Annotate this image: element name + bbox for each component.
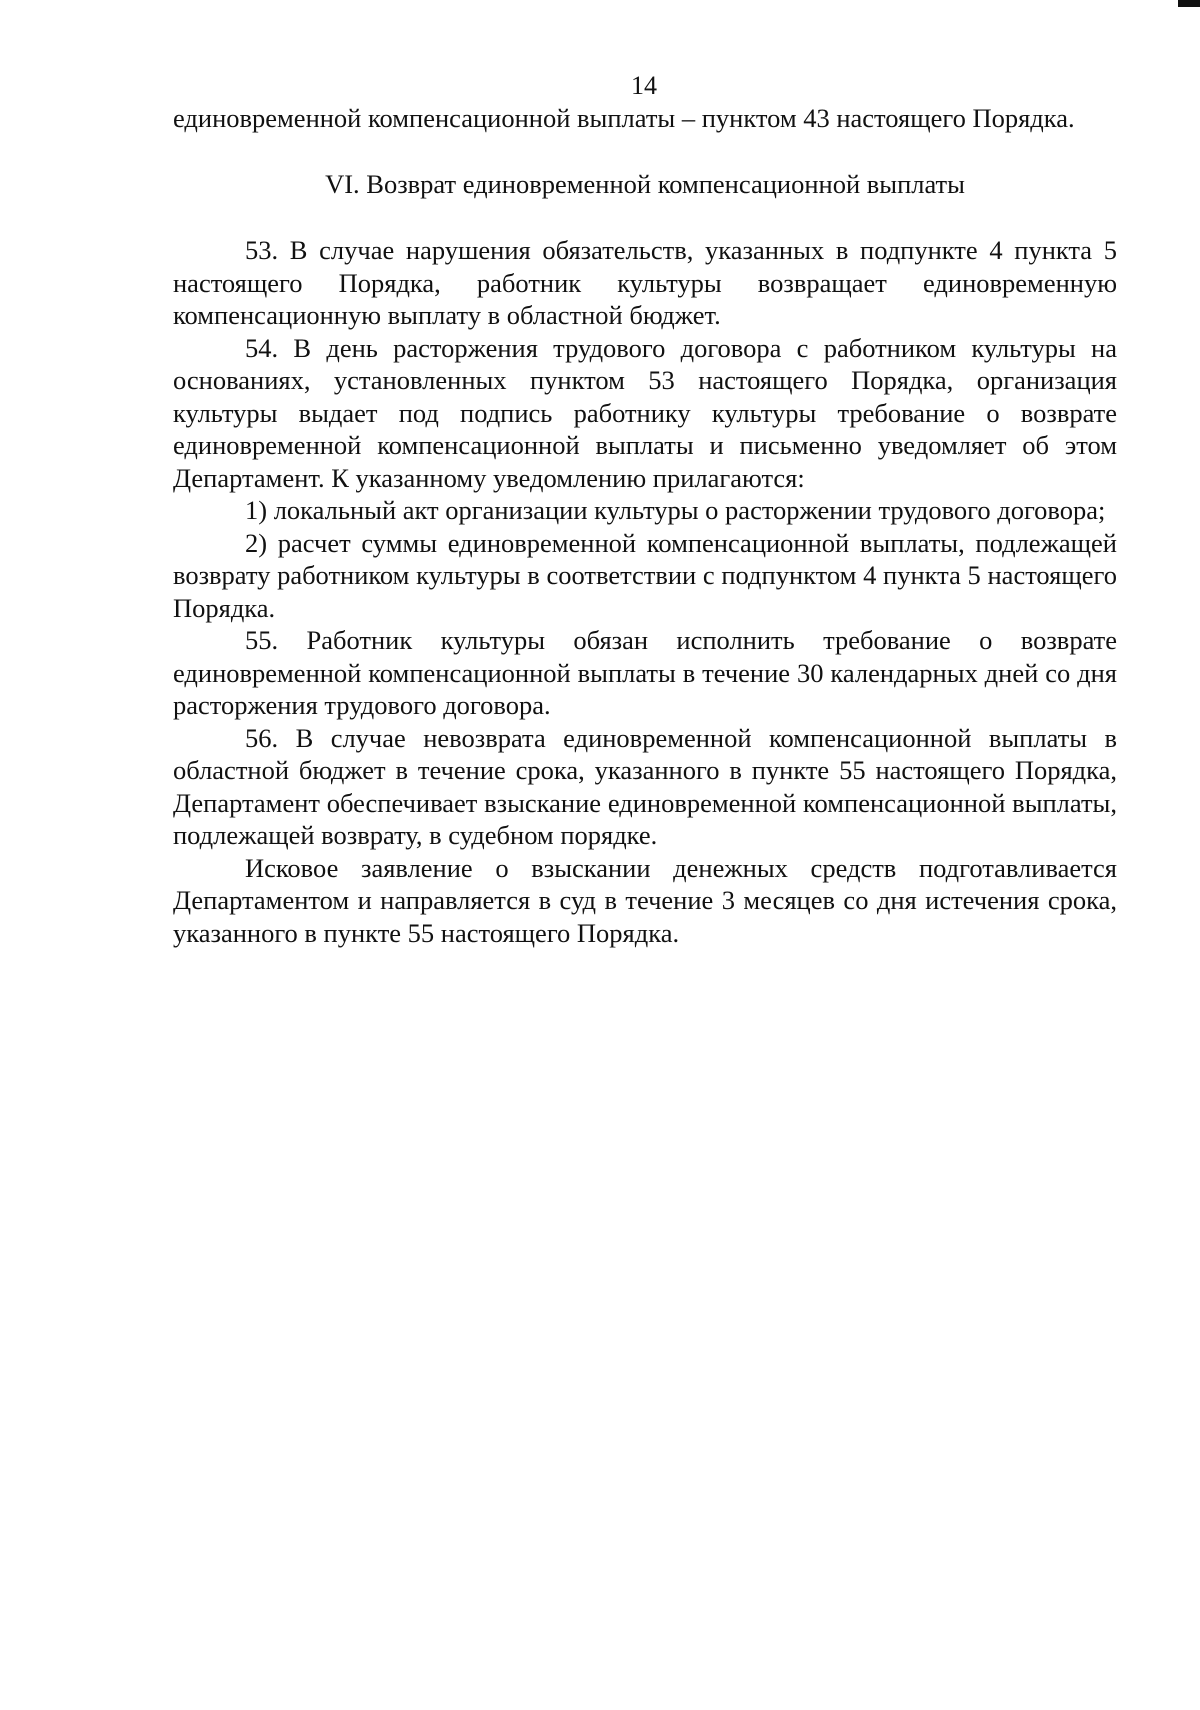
document-body [173, 102, 1117, 949]
closing-paragraph: Исковое заявление о взыскании денежных средств подготавливается Департаментом и направляется в суд в течение 3 месяцев со дня истечения срока, указанного в пункте 55 настоящего Порядка. [173, 852, 1117, 948]
page-number: 14 [631, 71, 657, 100]
paragraph-53: 53. В случае нарушения обязательств, указанных в подпункте 4 пункта 5 настоящего Порядка, работник культуры возвращает единовременную компенсационную выплату в областной бюджет. [173, 235, 1117, 330]
continuation-paragraph: единовременной компенсационной выплаты – пунктом 43 настоящего Порядка. [173, 103, 1075, 133]
section-title: VI. Возврат единовременной компенсационной выплаты [325, 168, 965, 199]
paragraph-56: 56. В случае невозврата единовременной компенсационной выплаты в областной бюджет в течение срока, указанного в пункте 55 настоящего Порядка, Департамент обеспечивает взыскание единовременной компенсационной выплаты, подлежащей возврату, в судебном порядке. [173, 722, 1117, 850]
list-item-1: 1) локальный акт организации культуры о расторжении трудового договора; [245, 495, 1106, 525]
paragraph-54: 54. В день расторжения трудового договора с работником культуры на основаниях, установленных пунктом 53 настоящего Порядка, организация культуры выдает под подпись работнику культуры требование о возврате единовременной компенсационной выплаты и письменно уведомляет об этом Департамент. К указанному уведомлению прилагаются: [173, 332, 1117, 493]
list-item-2: 2) расчет суммы единовременной компенсационной выплаты, подлежащей возврату работником культуры в соответствии с подпунктом 4 пункта 5 настоящего Порядка. [173, 527, 1117, 623]
paragraph-55: 55. Работник культуры обязан исполнить требование о возврате единовременной компенсационной выплаты в течение 30 календарных дней со дня расторжения трудового договора. [173, 625, 1117, 720]
scan-corner-mark [1178, 0, 1200, 7]
